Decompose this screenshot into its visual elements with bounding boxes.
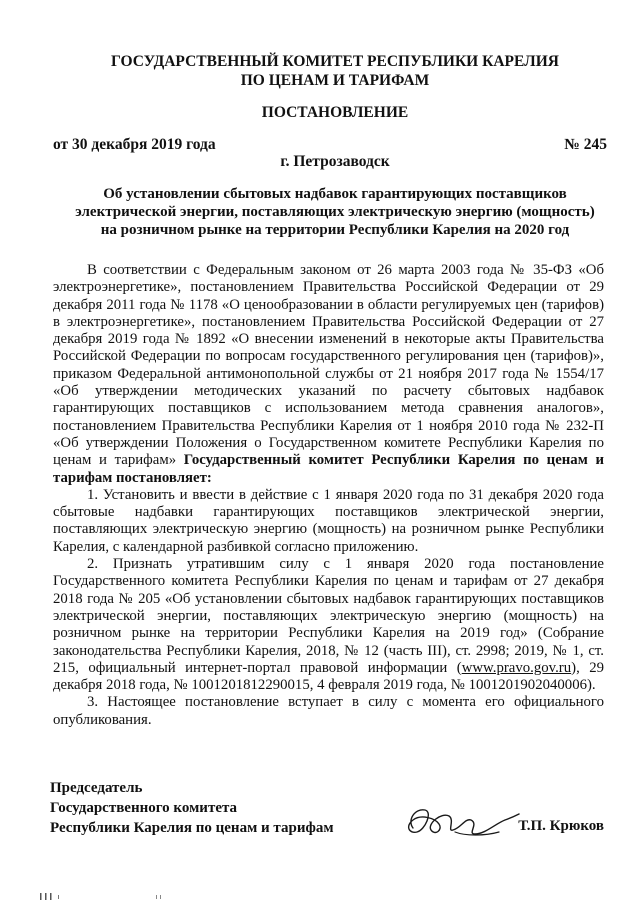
committee-line-1: ГОСУДАРСТВЕННЫЙ КОМИТЕТ РЕСПУБЛИКИ КАРЕЛИЯ (111, 53, 559, 70)
handwritten-signature (395, 790, 525, 850)
preamble-resolution: Государственный комитет Республики Карелия по ценам и тарифам постановляет: (53, 452, 604, 486)
item-2-text-end: ), 29 декабря 2018 года, № 1001201812290015, 4 февраля 2019 года, № 1001201902040006). (53, 659, 604, 694)
decree-city: г. Петрозаводск (280, 153, 390, 170)
item-1: 1. Установить и ввести в действие с 1 января 2020 года по 31 декабря 2020 года сбытовые надбавки гарантирующих поставщиков электрической энергии, поставляющих электрическую энергию (мощность) на розничном рынке Республики Карелия, с календарной разбивкой согласно приложению. (53, 486, 604, 555)
signer-title-line-3: Республики Карелия по ценам и тарифам (50, 820, 334, 836)
pravo-link[interactable]: www.pravo.gov.ru (461, 659, 572, 676)
scan-marks (40, 891, 180, 901)
subject-line-1: Об установлении сбытовых надбавок гарантирующих поставщиков (103, 186, 567, 202)
signer-name: Т.П. Крюков (518, 818, 604, 834)
subject-line-3: на розничном рынке на территории Республики Карелия на 2020 год (100, 222, 570, 238)
subject-line-2: электрической энергии, поставляющих электрическую энергию (мощность) (75, 204, 595, 220)
signer-title-line-1: Председатель (50, 780, 143, 796)
item-2 (53, 556, 604, 694)
decree-title: ПОСТАНОВЛЕНИЕ (261, 104, 409, 121)
decree-body (53, 262, 604, 729)
item-3: 3. Настоящее постановление вступает в силу с момента его официального опубликования. (53, 694, 604, 728)
committee-heading (40, 52, 630, 90)
committee-line-2: ПО ЦЕНАМ И ТАРИФАМ (240, 72, 430, 89)
item-2-text-start: 2. Признать утратившим силу с 1 января 2020 года постановление Государственного комитета Республики Карелия по ценам и тарифам от 27 декабря 2018 года № 205 «Об установлении сбытовых надбавок гарантирующих поставщиков электрической энергии, поставляющих электрическую энергию (мощность) на розничном рынке на территории Республики Карелия на 2019 год» (Собрание законодательства Республики Карелия, 2018, № 12 (часть III), ст. 2998; 2019, № 1, ст. 215, официальный интернет-портал правовой информации ( (53, 556, 604, 676)
signer-title (50, 778, 334, 838)
preamble-paragraph (53, 262, 604, 487)
decree-subject (40, 185, 630, 239)
decree-date: от 30 декабря 2019 года (53, 136, 216, 153)
decree-number: № 245 (564, 136, 607, 153)
preamble-text: В соответствии с Федеральным законом от 26 марта 2003 года № 35-ФЗ «Об электроэнергетике», постановлением Правительства Российской Федерации от 29 декабря 2011 года № 1178 «О ценообразовании в области регулируемых цен (тарифов) в электроэнергетике», постановлением Правительства Российской Федерации от 27 декабря 2019 года № 1892 «О внесении изменений в некоторые акты Правительства Российской Федерации по вопросам государственного регулирования цен (тарифов)», приказом Федеральной антимонопольной службы от 21 ноября 2017 года № 1554/17 «Об утверждении методических указаний по расчету сбытовых надбавок гарантирующих поставщиков с использованием метода сравнения аналогов», постановлением Правительства Республики Карелия от 1 ноября 2010 года № 232-П «Об утверждении Положения о Государственном комитете Республики Карелия по ценам и тарифам» (53, 262, 604, 469)
signer-title-line-2: Государственного комитета (50, 800, 238, 816)
